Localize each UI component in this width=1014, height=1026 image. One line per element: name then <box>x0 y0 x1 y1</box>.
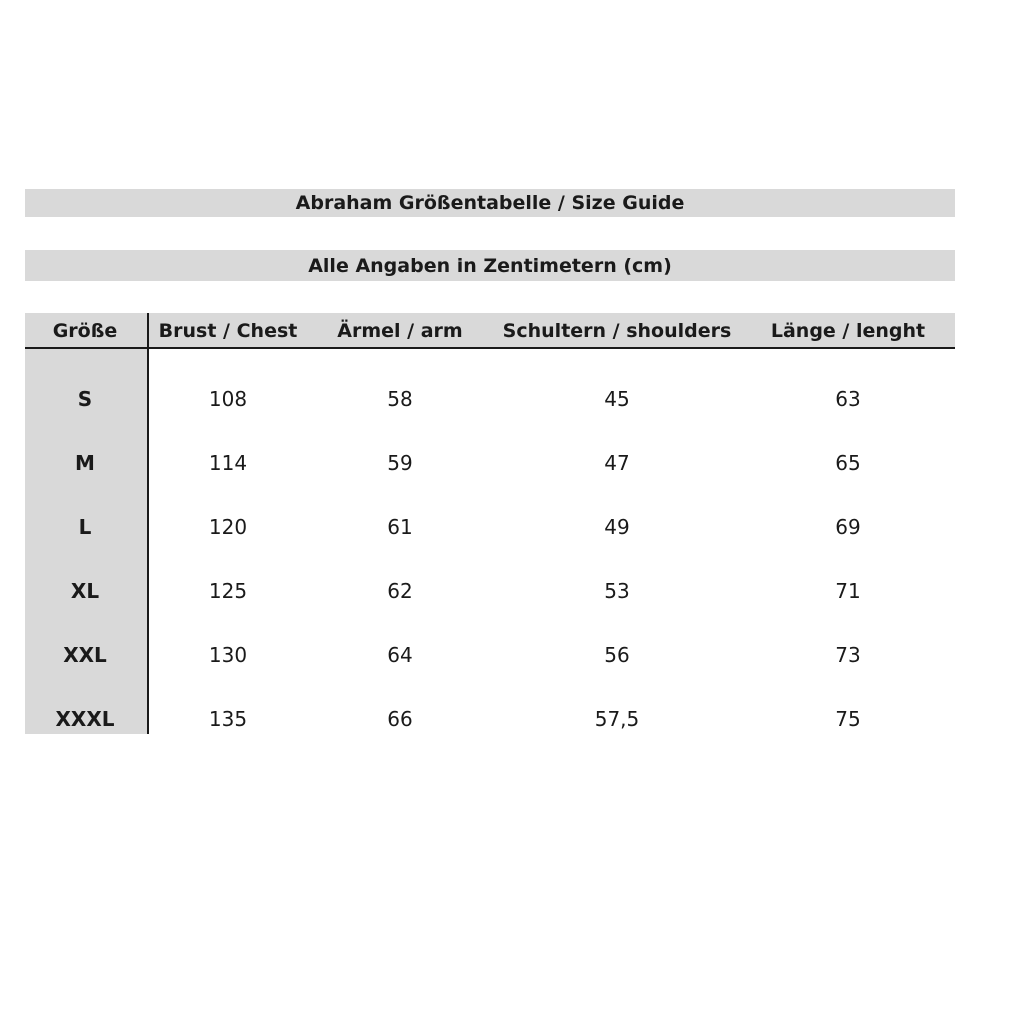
units-note: Alle Angaben in Zentimetern (cm) <box>25 250 955 281</box>
shoulders-cell: 56 <box>604 643 630 667</box>
chest-cell: 125 <box>208 579 248 603</box>
chest-cell: 120 <box>208 515 248 539</box>
chest-cell: 114 <box>208 451 248 475</box>
shoulders-cell: 47 <box>604 451 630 475</box>
arm-cell: 64 <box>387 643 413 667</box>
arm-cell: 58 <box>387 387 413 411</box>
shoulders-cell: 53 <box>604 579 630 603</box>
size-guide-title: Abraham Größentabelle / Size Guide <box>25 189 955 217</box>
chest-cell: 130 <box>208 643 248 667</box>
table-row <box>25 431 955 495</box>
table-row <box>25 559 955 623</box>
length-cell: 73 <box>835 643 861 667</box>
length-cell: 69 <box>835 515 861 539</box>
table-row <box>25 623 955 687</box>
size-cell: S <box>77 387 93 411</box>
shoulders-cell: 45 <box>604 387 630 411</box>
arm-cell: 62 <box>387 579 413 603</box>
size-cell: M <box>75 451 95 475</box>
table-row <box>25 495 955 559</box>
size-cell: XXL <box>63 643 107 667</box>
arm-cell: 66 <box>387 707 413 731</box>
table-row <box>25 367 955 431</box>
length-cell: 71 <box>835 579 861 603</box>
size-cell: XXXL <box>55 707 115 731</box>
arm-cell: 61 <box>387 515 413 539</box>
length-cell: 63 <box>835 387 861 411</box>
size-cell: XL <box>70 579 100 603</box>
size-cell: L <box>78 515 92 539</box>
arm-cell: 59 <box>387 451 413 475</box>
header-length: Länge / lenght <box>770 320 926 342</box>
header-shoulders: Schultern / shoulders <box>502 320 732 342</box>
shoulders-cell: 57,5 <box>594 707 640 731</box>
length-cell: 65 <box>835 451 861 475</box>
chest-cell: 135 <box>208 707 248 731</box>
header-chest: Brust / Chest <box>158 320 298 342</box>
chest-cell: 108 <box>208 387 248 411</box>
header-size: Größe <box>52 320 118 342</box>
shoulders-cell: 49 <box>604 515 630 539</box>
header-arm: Ärmel / arm <box>337 320 463 342</box>
table-row <box>25 687 955 751</box>
length-cell: 75 <box>835 707 861 731</box>
table-body <box>25 367 955 751</box>
table-header-row <box>25 313 955 349</box>
